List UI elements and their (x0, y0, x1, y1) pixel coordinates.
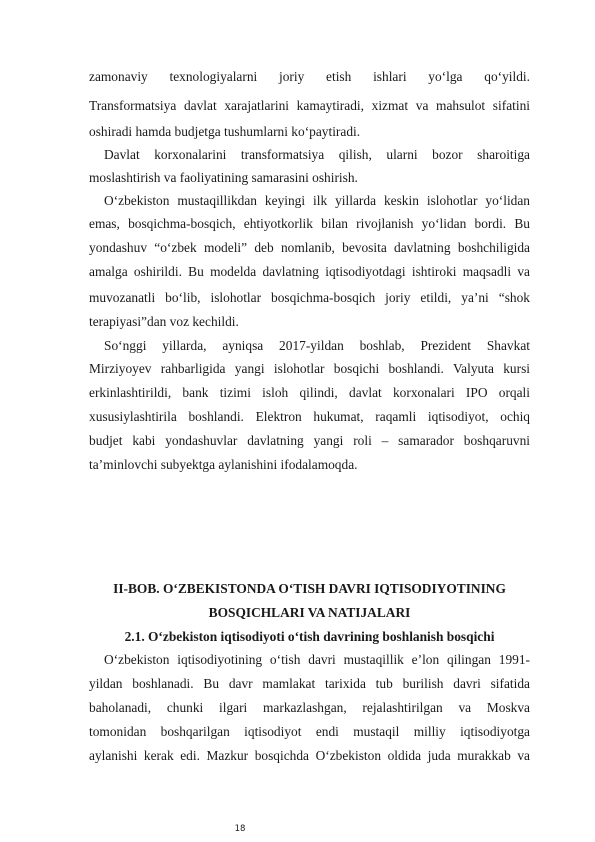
section-title: 2.1. O‘zbekiston iqtisodiyoti o‘tish davrining boshlanish bosqichi (124, 629, 495, 644)
text-line: xususiylashtirila boshlandi. Elektron hukumat, raqamli iqtisodiyot, ochiq (89, 409, 530, 424)
text-line: yildan boshlanadi. Bu davr mamlakat tarixida tub burilish davri sifatida (89, 676, 530, 691)
text-line: Transformatsiya davlat xarajatlarini kamaytiradi, xizmat va mahsulot sifatini (89, 98, 530, 113)
text-line: erkinlashtirildi, bank tizimi isloh qilindi, davlat korxonalari IPO orqali (89, 385, 530, 400)
text-line: moslashtirish va faoliyatining samarasini oshirish. (89, 170, 358, 185)
text-line: budjet kabi yondashuvlar davlatning yangi roli – samarador boshqaruvni (89, 433, 530, 448)
text-line: Davlat korxonalarini transformatsiya qilish, ularni bozor sharoitiga (104, 147, 530, 162)
text-line: tomonidan boshqarilgan iqtisodiyot endi mustaqil milliy iqtisodiyotga (89, 724, 530, 739)
text-line: ta’minlovchi subyektga aylanishini ifodalamoqda. (89, 457, 358, 472)
text-line: amalga oshirildi. Bu modelda davlatning iqtisodiyotdagi ishtiroki maqsadli va (89, 264, 530, 279)
text-line: emas, bosqichma-bosqich, ehtiyotkorlik bilan rivojlanish yo‘lidan bordi. Bu (89, 216, 530, 231)
page-number: 18 (234, 824, 246, 834)
text-line: So‘nggi yillarda, ayniqsa 2017-yildan boshlab, Prezident Shavkat (104, 338, 530, 353)
text-line: O‘zbekiston iqtisodiyotining o‘tish davri mustaqillik e’lon qilingan 1991- (104, 652, 530, 667)
chapter-title-continued: BOSQICHLARI VA NATIJALARI (208, 605, 411, 620)
text-line: O‘zbekiston mustaqillikdan keyingi ilk yillarda keskin islohotlar yo‘lidan (104, 193, 530, 208)
text-line: zamonaviy texnologiyalarni joriy etish ishlari yo‘lga qo‘yildi. (89, 69, 530, 84)
text-line: terapiyasi”dan voz kechildi. (89, 314, 239, 329)
text-line: baholanadi, chunki ilgari markazlashgan, rejalashtirilgan va Moskva (89, 700, 530, 715)
text-line: oshiradi hamda budjetga tushumlarni ko‘paytiradi. (89, 124, 361, 139)
text-line: yondashuv “o‘zbek modeli” deb nomlanib, bevosita davlatning boshchiligida (89, 240, 530, 255)
chapter-title: II-BOB. O‘ZBEKISTONDA O‘TISH DAVRI IQTISODIYOTINING (113, 581, 506, 596)
text-line: muvozanatli bo‘lib, islohotlar bosqichma-bosqich joriy etildi, ya’ni “shok (89, 290, 530, 305)
text-line: Mirziyoyev rahbarligida yangi islohotlar bosqichi boshlandi. Valyuta kursi (89, 361, 530, 376)
text-line: aylanishi kerak edi. Mazkur bosqichda O‘zbekiston oldida juda murakkab va (89, 748, 530, 763)
